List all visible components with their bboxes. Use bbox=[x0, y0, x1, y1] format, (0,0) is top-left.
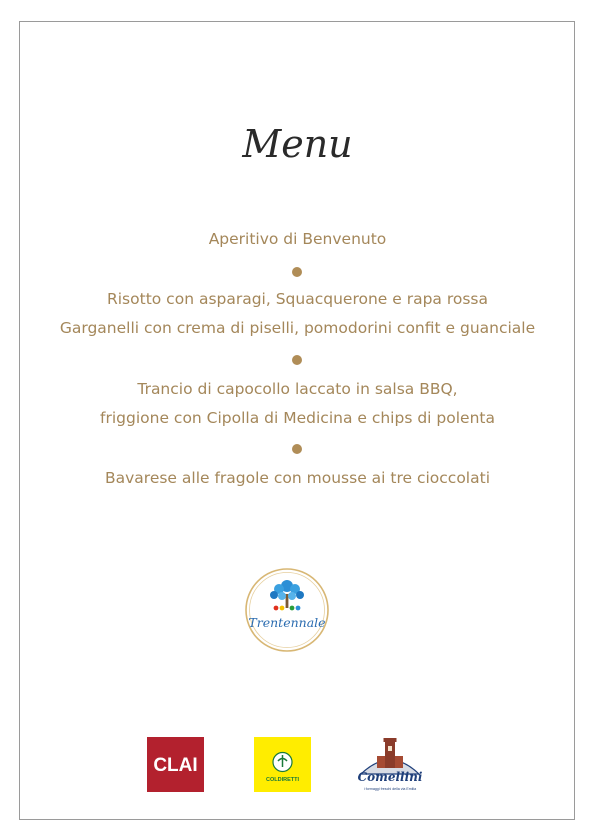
emblem-text: Trentennale bbox=[248, 615, 326, 630]
coldiretti-emblem-icon bbox=[273, 753, 292, 772]
castle-tower-icon bbox=[361, 738, 419, 774]
coldiretti-logo bbox=[254, 737, 311, 792]
separator-dot bbox=[292, 355, 302, 365]
menu-item-aperitivo: Aperitivo di Benvenuto bbox=[208, 230, 387, 248]
menu-item-garganelli: Garganelli con crema di piselli, pomodorini confit e guanciale bbox=[59, 319, 536, 337]
coldiretti-logo-text: COLDIRETTI bbox=[266, 777, 299, 783]
clai-logo-text: CLAI bbox=[153, 755, 198, 776]
clai-logo bbox=[147, 737, 204, 792]
comellini-logo bbox=[355, 734, 425, 794]
trentennale-emblem bbox=[243, 566, 331, 654]
separator-dot bbox=[292, 267, 302, 277]
menu-item-bavarese: Bavarese alle fragole con mousse ai tre cioccolati bbox=[104, 469, 490, 487]
menu-item-friggione: friggione con Cipolla di Medicina e chips di polenta bbox=[100, 409, 495, 427]
tree-icon bbox=[270, 580, 304, 610]
comellini-tagline: i formaggi freschi della via Emilia bbox=[363, 787, 417, 791]
page-title: Menu bbox=[242, 122, 353, 166]
menu-item-risotto: Risotto con asparagi, Squacquerone e rapa rossa bbox=[106, 290, 489, 308]
menu-item-capocollo: Trancio di capocollo laccato in salsa BBQ, bbox=[137, 380, 458, 398]
comellini-logo-text: Comellini bbox=[357, 770, 423, 784]
separator-dot bbox=[292, 444, 302, 454]
